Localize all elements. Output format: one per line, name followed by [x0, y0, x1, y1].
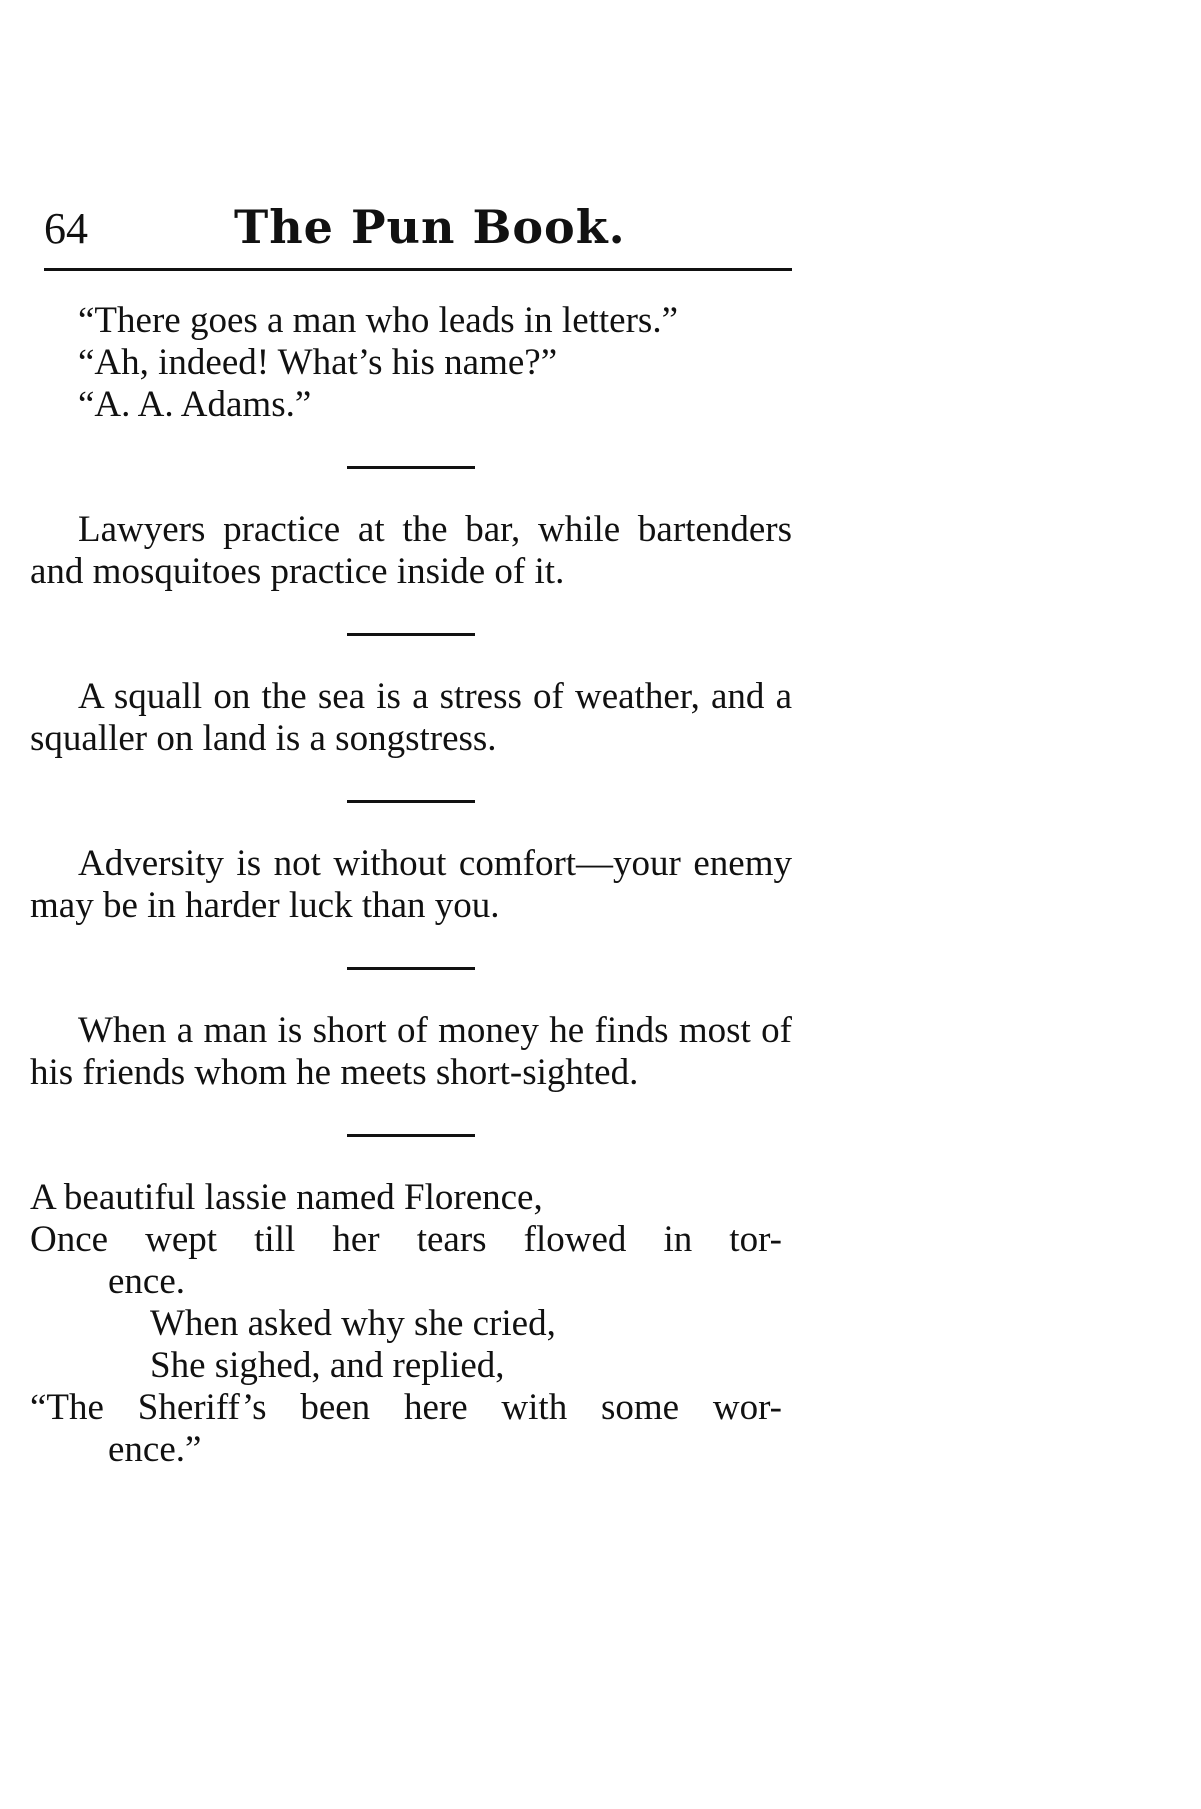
- poem-line: ence.”: [108, 1429, 202, 1470]
- page-number: 64: [44, 204, 88, 253]
- page-body: [30, 300, 792, 1471]
- running-title: The Pun Book.: [234, 200, 626, 254]
- dialogue-line: “A. A. Adams.”: [78, 384, 312, 425]
- pun-paragraph: Lawyers practice at the bar, while bartenders and mosquitoes practice inside of it.: [30, 509, 792, 592]
- separator-rule: [347, 466, 475, 469]
- poem-line: “The Sheriff’s been here with some wor-: [30, 1387, 782, 1428]
- dialogue-line: “There goes a man who leads in letters.”: [78, 300, 678, 341]
- poem-line: She sighed, and replied,: [150, 1345, 505, 1386]
- separator-rule: [347, 633, 475, 636]
- dialogue-line: “Ah, indeed! What’s his name?”: [78, 342, 558, 383]
- pun-paragraph: Adversity is not without comfort—your enemy may be in harder luck than you.: [30, 843, 792, 926]
- pun-paragraph: A squall on the sea is a stress of weather, and a squaller on land is a songstress.: [30, 676, 792, 759]
- poem-line: ence.: [108, 1261, 186, 1302]
- separator-rule: [347, 800, 475, 803]
- separator-rule: [347, 967, 475, 970]
- poem-line: A beautiful lassie named Florence,: [30, 1177, 543, 1218]
- pun-paragraph: When a man is short of money he finds most of his friends whom he meets short-sighted.: [30, 1010, 792, 1093]
- pun-dialogue: [30, 300, 792, 426]
- limerick: [30, 1177, 792, 1471]
- poem-line: When asked why she cried,: [150, 1303, 556, 1344]
- separator-rule: [347, 1134, 475, 1137]
- page-header: [44, 190, 792, 271]
- poem-line: Once wept till her tears flowed in tor-: [30, 1219, 782, 1260]
